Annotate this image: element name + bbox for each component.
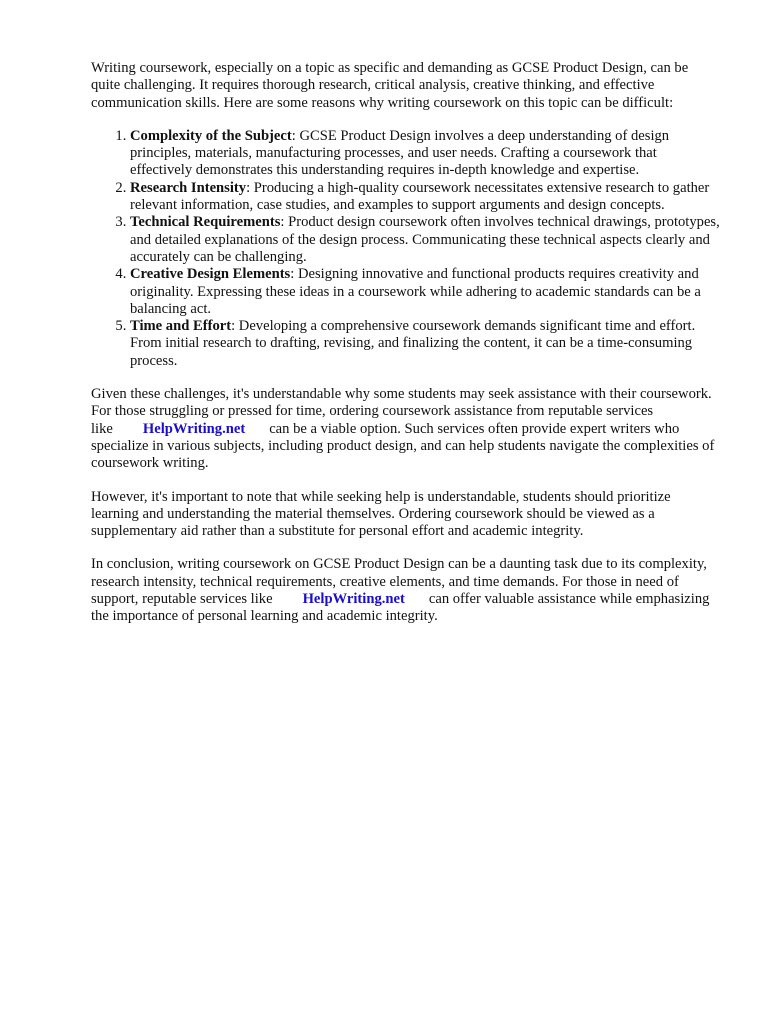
reason-term: Research Intensity xyxy=(130,179,247,196)
reason-separator: : xyxy=(290,266,298,283)
intro-paragraph: Writing coursework, especially on a topic as specific and demanding as GCSE Product Design, can be quite challenging. It requires thorough research, critical analysis, creative thinking, and effective communication skills. Here are some reasons why writing coursework on this topic can be difficult: xyxy=(91,60,689,111)
paragraph-text: Given these challenges, it's understandable why some students may seek assistance with their coursework. For those struggling or pressed for time, ordering coursework assistance from reputable services like xyxy=(91,386,712,437)
however-paragraph: However, it's important to note that while seeking help is understandable, students should prioritize learning and understanding the material themselves. Ordering coursework should be viewed as a supplementary aid rather than a substitute for personal effort and academic integrity. xyxy=(91,488,671,540)
list-item xyxy=(130,318,721,370)
reason-separator: : xyxy=(231,318,239,335)
reasons-list xyxy=(91,128,721,370)
reason-text: Producing a high-quality coursework necessitates extensive research to gather relevant information, case studies, and examples to support arguments and design concepts. xyxy=(130,179,710,214)
paragraph-text: can be a viable option. Such services often provide expert writers who specialize in various subjects, including product design, and can help students navigate the complexities of coursework writing. xyxy=(91,420,715,472)
reason-term: Technical Requirements xyxy=(130,214,281,231)
list-item xyxy=(130,266,721,318)
reason-separator: : xyxy=(280,214,289,231)
paragraph-text: In conclusion, writing coursework on GCSE Product Design can be a daunting task due to its complexity, research intensity, technical requirements, creative elements, and time demands. For those in need of support, reputable services like xyxy=(91,556,707,608)
reason-text: Product design coursework often involves technical drawings, prototypes, and detailed explanations of the design process. Communicating these technical aspects clearly and accurately can be challenging. xyxy=(130,214,720,265)
reason-separator: : xyxy=(291,127,300,144)
given-challenges-paragraph xyxy=(91,386,721,472)
reason-term: Creative Design Elements xyxy=(130,266,291,283)
reason-separator: : xyxy=(246,179,254,196)
helpwriting-link[interactable]: HelpWriting.net xyxy=(142,420,246,437)
reason-text: Developing a comprehensive coursework demands significant time and effort. From initial research to drafting, revising, and finalizing the content, it can be a time-consuming process. xyxy=(130,318,696,369)
reason-text: Designing innovative and functional products requires creativity and originality. Expressing these ideas in a coursework while adhering to academic standards can be a balancing act. xyxy=(130,266,701,317)
reason-term: Time and Effort xyxy=(130,318,232,335)
document-page xyxy=(91,60,721,642)
helpwriting-link[interactable]: HelpWriting.net xyxy=(302,591,405,608)
conclusion-paragraph xyxy=(91,556,721,625)
list-item xyxy=(130,214,721,266)
paragraph-text: can offer valuable assistance while emphasizing the importance of personal learning and academic integrity. xyxy=(91,591,710,625)
reason-text: GCSE Product Design involves a deep understanding of design principles, materials, manufacturing processes, and user needs. Crafting a coursework that effectively demonstrates this understanding requires in-depth knowledge and expertise. xyxy=(130,127,670,179)
list-item xyxy=(130,128,721,180)
list-item xyxy=(130,180,721,215)
reason-term: Complexity of the Subject xyxy=(130,127,292,144)
